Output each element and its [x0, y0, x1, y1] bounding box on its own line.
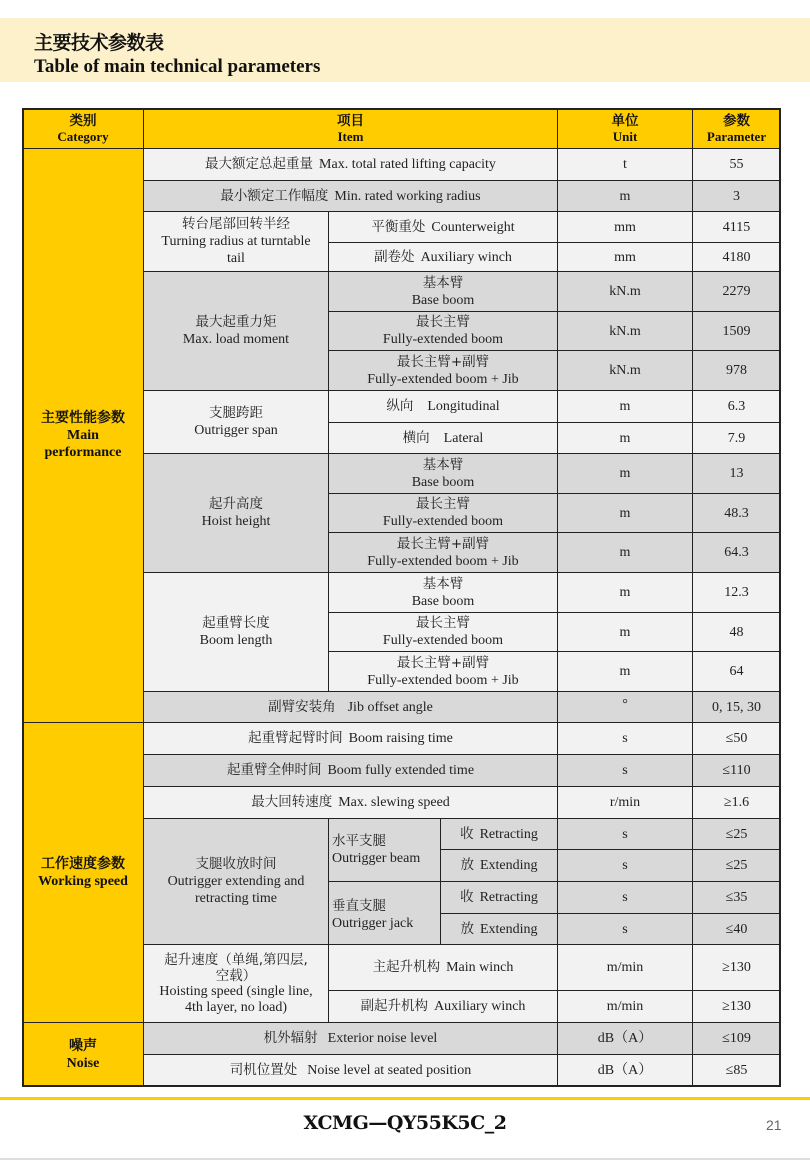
item-en: Main winch: [446, 960, 514, 975]
header-item-en: Item: [337, 128, 364, 144]
item-en: Base boom: [411, 292, 475, 308]
page-number: 21: [766, 1117, 782, 1133]
group-en2: retracting time: [194, 891, 278, 906]
item-boom-raising-time: [143, 722, 558, 755]
item-cn: 平衡重处: [371, 218, 426, 235]
value-cell: 1509: [692, 311, 781, 351]
unit-cell: m/min: [557, 990, 693, 1023]
item-cn: 最大额定总起重量: [205, 156, 314, 172]
item-cn: 主起升机构: [372, 959, 441, 975]
item-cn: 基本臂: [422, 274, 464, 291]
item-cn: 最长主臂: [416, 496, 470, 512]
unit-cell: s: [557, 881, 693, 914]
category-main-cn: 主要性能参数: [41, 410, 125, 426]
item-en: Fully-extended boom + Jib: [367, 553, 519, 569]
unit-cell: dB（A）: [557, 1022, 693, 1055]
subgroup-en: Outrigger jack: [332, 916, 414, 931]
item-cn: 最长主臂+副臂: [396, 654, 490, 671]
item-en: Fully-extended boom + Jib: [367, 371, 519, 387]
item-max-slewing-speed: [143, 786, 558, 819]
item-fully-extended-boom-jib: [328, 350, 558, 391]
category-speed-cn: 工作速度参数: [41, 855, 125, 872]
group-en1: Turning radius at turntable: [161, 234, 311, 249]
unit-cell: m: [557, 572, 693, 613]
subgroup-outrigger-beam: [328, 818, 441, 882]
item-cn: 收: [460, 889, 474, 905]
item-en: Max. total rated lifting capacity: [319, 157, 496, 172]
header-parameter: [692, 108, 781, 149]
item-fully-extended-boom: [328, 311, 558, 351]
unit-cell: s: [557, 849, 693, 882]
item-en: Counterweight: [431, 219, 515, 235]
item-en: Fully-extended boom: [382, 332, 504, 347]
item-en: Retracting: [479, 890, 538, 905]
item-base-boom: [328, 572, 558, 613]
item-cn: 纵向: [386, 398, 414, 414]
item-cn: 基本臂: [422, 456, 464, 473]
item-min-working-radius: [143, 180, 558, 212]
group-en: Boom length: [199, 633, 273, 648]
item-en: Base boom: [411, 593, 475, 609]
item-cn: 起重臂起臂时间: [248, 730, 343, 746]
unit-cell: kN.m: [557, 271, 693, 312]
value-cell: ≤85: [692, 1054, 781, 1087]
value-cell: ≤25: [692, 818, 781, 850]
unit-cell: r/min: [557, 786, 693, 819]
category-main-performance: [22, 148, 144, 723]
item-boom-fully-extended-time: [143, 754, 558, 787]
category-noise-en: Noise: [66, 1055, 100, 1071]
item-cn: 最长主臂: [416, 615, 470, 631]
item-en: Extending: [479, 921, 538, 937]
header-category: [22, 108, 144, 149]
item-seated-noise: [143, 1054, 558, 1087]
value-cell: ≥130: [692, 990, 781, 1023]
value-cell: ≤110: [692, 754, 781, 787]
category-main-en2: performance: [44, 445, 122, 460]
group-turning-radius: [143, 211, 329, 272]
item-beam-retracting: [440, 818, 558, 850]
item-en: Fully-extended boom + Jib: [367, 672, 519, 688]
item-cn: 最长主臂+副臂: [396, 535, 490, 552]
header-unit: [557, 108, 693, 149]
group-en1: Outrigger extending and: [167, 874, 305, 889]
item-cn: 放: [460, 857, 474, 873]
item-en: Jib offset angle: [347, 699, 433, 715]
item-cn: 副卷处: [374, 248, 415, 265]
item-en: Base boom: [411, 474, 475, 490]
group-cn: 支腿收放时间: [195, 856, 277, 872]
category-working-speed: [22, 722, 144, 1023]
item-en: Exterior noise level: [327, 1031, 438, 1046]
subgroup-cn: 垂直支腿: [332, 898, 386, 914]
value-cell: ≤40: [692, 913, 781, 945]
item-en: Noise level at seated position: [307, 1063, 472, 1078]
item-jib-offset-angle: [143, 691, 558, 723]
footer-model-name: XCMG—QY55K5C_2: [303, 1112, 507, 1134]
category-noise: [22, 1022, 144, 1087]
value-cell: ≤35: [692, 881, 781, 914]
unit-cell: mm: [557, 242, 693, 272]
item-en: Auxiliary winch: [420, 249, 512, 265]
unit-cell: s: [557, 754, 693, 787]
header-parameter-en: Parameter: [706, 128, 767, 144]
item-cn: 最大回转速度: [251, 794, 333, 810]
item-counterweight: [328, 211, 558, 243]
subgroup-cn: 水平支腿: [332, 833, 386, 849]
unit-cell: s: [557, 913, 693, 945]
unit-cell: m: [557, 493, 693, 533]
footer-divider: [0, 1097, 810, 1100]
item-longitudinal: [328, 390, 558, 423]
value-cell: ≤50: [692, 722, 781, 755]
item-en: Retracting: [479, 826, 538, 842]
group-cn: 起重臂长度: [202, 615, 270, 631]
item-fully-extended-boom-jib: [328, 532, 558, 573]
group-cn2: 空载）: [215, 967, 257, 984]
group-en1: Hoisting speed (single line,: [159, 983, 313, 999]
item-exterior-noise: [143, 1022, 558, 1055]
group-outrigger-time: [143, 818, 329, 945]
value-cell: 48.3: [692, 493, 781, 533]
value-cell: 12.3: [692, 572, 781, 613]
unit-cell: kN.m: [557, 311, 693, 351]
unit-cell: s: [557, 722, 693, 755]
item-auxiliary-winch: [328, 242, 558, 272]
group-outrigger-span: [143, 390, 329, 454]
subgroup-outrigger-jack: [328, 881, 441, 945]
group-cn1: 起升速度（单绳,第四层,: [164, 951, 308, 968]
item-base-boom: [328, 271, 558, 312]
item-cn: 最长主臂+副臂: [396, 353, 490, 370]
item-en: Auxiliary winch: [434, 999, 526, 1014]
item-en: Longitudinal: [427, 399, 500, 414]
item-jack-extending: [440, 913, 558, 945]
category-speed-en: Working speed: [38, 873, 128, 889]
item-en: Boom raising time: [348, 731, 453, 746]
value-cell: 2279: [692, 271, 781, 312]
value-cell: ≥130: [692, 944, 781, 991]
subgroup-en: Outrigger beam: [332, 851, 421, 866]
unit-cell: °: [557, 691, 693, 723]
page-title-cn: 主要技术参数表: [34, 32, 164, 54]
header-item-cn: 项目: [337, 112, 364, 129]
group-en2: 4th layer, no load): [184, 999, 288, 1015]
value-cell: 6.3: [692, 390, 781, 423]
header-category-en: Category: [57, 128, 109, 144]
item-cn: 副起升机构: [360, 998, 429, 1014]
item-lateral: [328, 422, 558, 454]
unit-cell: m: [557, 612, 693, 652]
item-main-winch: [328, 944, 558, 991]
value-cell: 978: [692, 350, 781, 391]
item-cn: 放: [460, 920, 474, 937]
item-cn: 副臂安装角: [268, 698, 336, 715]
unit-cell: t: [557, 148, 693, 181]
unit-cell: kN.m: [557, 350, 693, 391]
item-cn: 横向: [402, 429, 430, 446]
item-cn: 收: [460, 825, 474, 842]
header-parameter-cn: 参数: [723, 112, 750, 129]
value-cell: 13: [692, 453, 781, 494]
item-en: Extending: [479, 858, 538, 873]
header-category-cn: 类别: [69, 112, 97, 129]
value-cell: ≤25: [692, 849, 781, 882]
header-item: [143, 108, 558, 149]
unit-cell: m: [557, 453, 693, 494]
item-cn: 最长主臂: [416, 314, 470, 330]
value-cell: 64: [692, 651, 781, 692]
page-title-en: Table of main technical parameters: [34, 56, 321, 77]
item-beam-extending: [440, 849, 558, 882]
item-cn: 基本臂: [422, 575, 464, 592]
value-cell: 55: [692, 148, 781, 181]
item-fully-extended-boom: [328, 612, 558, 652]
group-en: Outrigger span: [194, 423, 278, 438]
unit-cell: m: [557, 532, 693, 573]
value-cell: 64.3: [692, 532, 781, 573]
item-fully-extended-boom-jib: [328, 651, 558, 692]
value-cell: 4180: [692, 242, 781, 272]
item-cn: 司机位置处: [229, 1062, 298, 1078]
item-cn: 机外辐射: [263, 1030, 318, 1046]
item-max-lifting-capacity: [143, 148, 558, 181]
group-boom-length: [143, 572, 329, 692]
group-en: Hoist height: [201, 514, 271, 529]
header-unit-cn: 单位: [611, 112, 639, 129]
value-cell: 4115: [692, 211, 781, 243]
group-cn: 起升高度: [209, 496, 263, 512]
item-fully-extended-boom: [328, 493, 558, 533]
item-en: Fully-extended boom: [382, 514, 504, 529]
value-cell: 48: [692, 612, 781, 652]
item-auxiliary-winch-speed: [328, 990, 558, 1023]
unit-cell: mm: [557, 211, 693, 243]
item-en: Fully-extended boom: [382, 633, 504, 648]
page-bottom-edge: [0, 1158, 810, 1160]
group-en2: tail: [227, 251, 245, 266]
group-cn: 转台尾部回转半经: [182, 216, 290, 232]
value-cell: 3: [692, 180, 781, 212]
unit-cell: m/min: [557, 944, 693, 991]
item-en: Min. rated working radius: [334, 188, 481, 204]
group-cn: 支腿跨距: [209, 405, 263, 421]
item-cn: 最小额定工作幅度: [220, 187, 329, 204]
value-cell: ≤109: [692, 1022, 781, 1055]
item-base-boom: [328, 453, 558, 494]
item-jack-retracting: [440, 881, 558, 914]
unit-cell: dB（A）: [557, 1054, 693, 1087]
unit-cell: m: [557, 422, 693, 454]
unit-cell: m: [557, 180, 693, 212]
group-en: Max. load moment: [182, 332, 290, 347]
group-load-moment: [143, 271, 329, 391]
category-main-en1: Main: [67, 428, 99, 443]
group-hoist-height: [143, 453, 329, 573]
item-cn: 起重臂全伸时间: [226, 762, 322, 778]
value-cell: ≥1.6: [692, 786, 781, 819]
item-en: Boom fully extended time: [327, 763, 475, 778]
value-cell: 7.9: [692, 422, 781, 454]
item-en: Lateral: [443, 430, 484, 446]
group-hoisting-speed: [143, 944, 329, 1023]
header-unit-en: Unit: [612, 128, 638, 144]
item-en: Max. slewing speed: [338, 795, 450, 810]
group-cn: 最大起重力矩: [195, 314, 277, 330]
unit-cell: s: [557, 818, 693, 850]
unit-cell: m: [557, 651, 693, 692]
category-noise-cn: 噪声: [69, 1037, 97, 1054]
unit-cell: m: [557, 390, 693, 423]
value-cell: 0, 15, 30: [692, 691, 781, 723]
